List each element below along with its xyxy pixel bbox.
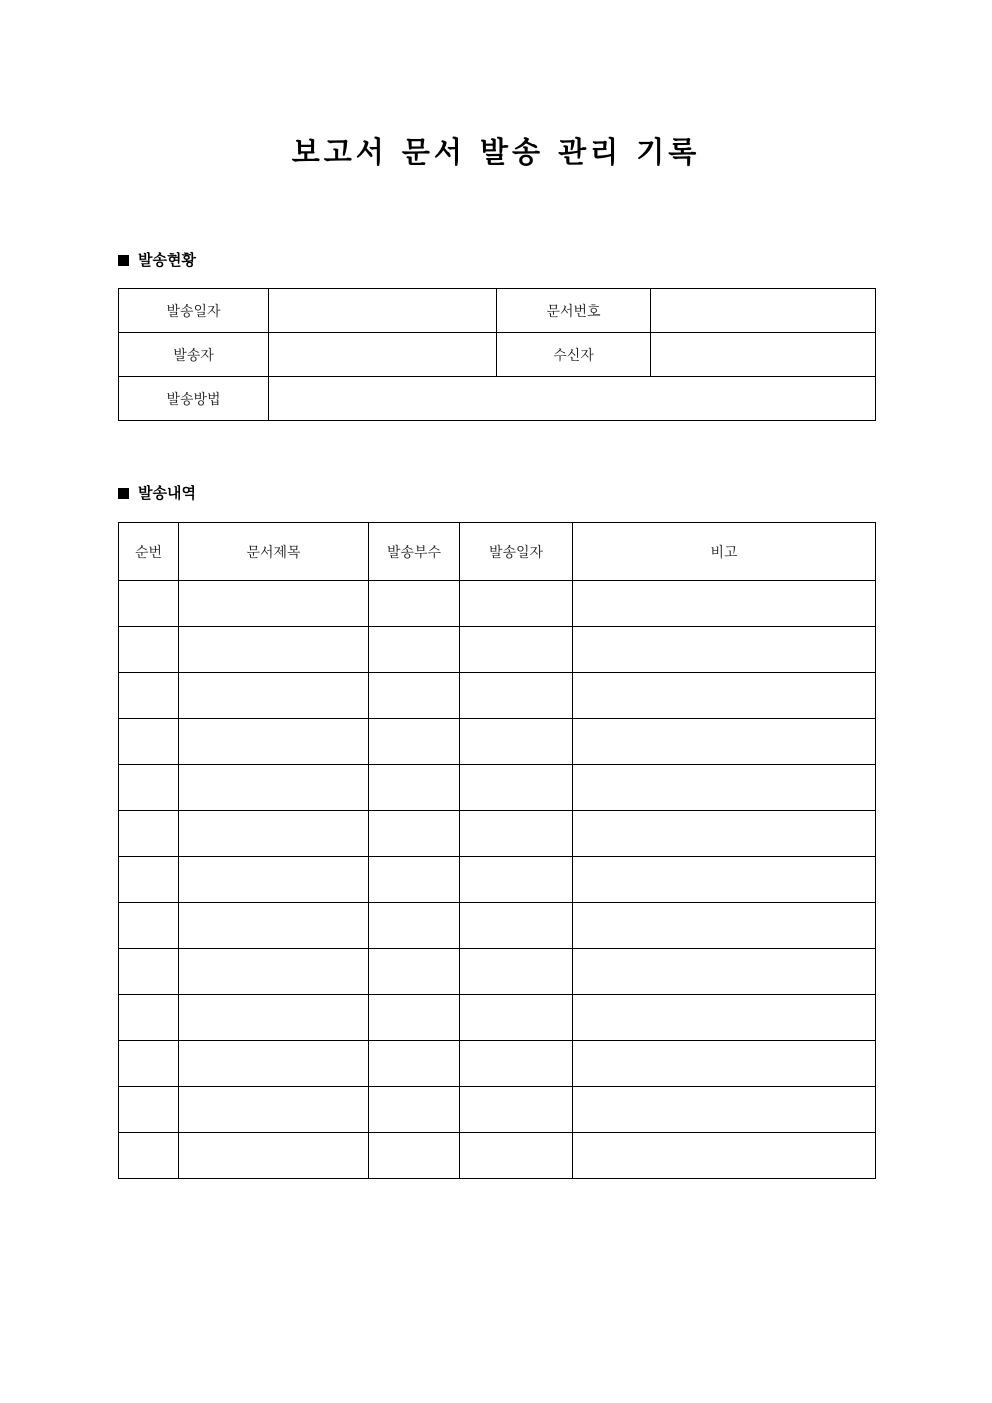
table-row: [119, 811, 876, 857]
column-header-copies: 발송부수: [369, 523, 460, 581]
cell-dispatch-date[interactable]: [460, 995, 573, 1041]
section-heading-detail: [118, 482, 196, 504]
cell-copies[interactable]: [369, 857, 460, 903]
cell-seq[interactable]: [119, 903, 179, 949]
cell-document-title[interactable]: [179, 1087, 369, 1133]
cell-document-title[interactable]: [179, 1133, 369, 1179]
cell-remarks[interactable]: [573, 857, 876, 903]
cell-seq[interactable]: [119, 765, 179, 811]
cell-dispatch-date[interactable]: [460, 1133, 573, 1179]
cell-copies[interactable]: [369, 903, 460, 949]
cell-copies[interactable]: [369, 811, 460, 857]
table-row: [119, 949, 876, 995]
table-row: [119, 903, 876, 949]
field-label-recipient: 수신자: [497, 333, 651, 377]
field-value-dispatch-method[interactable]: [269, 377, 876, 421]
cell-copies[interactable]: [369, 627, 460, 673]
column-header-remarks: 비고: [573, 523, 876, 581]
cell-copies[interactable]: [369, 1087, 460, 1133]
cell-document-title[interactable]: [179, 627, 369, 673]
table-row: [119, 1041, 876, 1087]
cell-document-title[interactable]: [179, 949, 369, 995]
cell-dispatch-date[interactable]: [460, 765, 573, 811]
cell-remarks[interactable]: [573, 627, 876, 673]
cell-copies[interactable]: [369, 765, 460, 811]
cell-document-title[interactable]: [179, 719, 369, 765]
cell-remarks[interactable]: [573, 581, 876, 627]
cell-dispatch-date[interactable]: [460, 949, 573, 995]
cell-remarks[interactable]: [573, 1041, 876, 1087]
cell-copies[interactable]: [369, 995, 460, 1041]
field-label-sender: 발송자: [119, 333, 269, 377]
cell-document-title[interactable]: [179, 811, 369, 857]
table-row: [119, 377, 876, 421]
section-heading-status-label: 발송현황: [138, 251, 196, 269]
cell-seq[interactable]: [119, 1087, 179, 1133]
table-row: [119, 857, 876, 903]
field-label-document-number: 문서번호: [497, 289, 651, 333]
cell-seq[interactable]: [119, 581, 179, 627]
cell-copies[interactable]: [369, 719, 460, 765]
cell-document-title[interactable]: [179, 903, 369, 949]
cell-copies[interactable]: [369, 949, 460, 995]
cell-dispatch-date[interactable]: [460, 903, 573, 949]
field-value-recipient[interactable]: [651, 333, 876, 377]
cell-copies[interactable]: [369, 581, 460, 627]
field-label-dispatch-method: 발송방법: [119, 377, 269, 421]
table-header-row: [119, 523, 876, 581]
table-row: [119, 289, 876, 333]
cell-copies[interactable]: [369, 673, 460, 719]
cell-document-title[interactable]: [179, 1041, 369, 1087]
section-heading-status: [118, 249, 196, 271]
cell-remarks[interactable]: [573, 673, 876, 719]
table-row: [119, 581, 876, 627]
cell-document-title[interactable]: [179, 581, 369, 627]
cell-seq[interactable]: [119, 995, 179, 1041]
cell-copies[interactable]: [369, 1133, 460, 1179]
cell-remarks[interactable]: [573, 995, 876, 1041]
column-header-dispatch-date: 발송일자: [460, 523, 573, 581]
table-row: [119, 995, 876, 1041]
cell-remarks[interactable]: [573, 719, 876, 765]
table-row: [119, 765, 876, 811]
cell-seq[interactable]: [119, 1041, 179, 1087]
cell-dispatch-date[interactable]: [460, 1041, 573, 1087]
cell-dispatch-date[interactable]: [460, 1087, 573, 1133]
cell-document-title[interactable]: [179, 765, 369, 811]
dispatch-detail-body: [119, 581, 876, 1179]
field-value-sender[interactable]: [269, 333, 497, 377]
cell-dispatch-date[interactable]: [460, 719, 573, 765]
page-title: 보고서 문서 발송 관리 기록: [291, 135, 701, 169]
cell-dispatch-date[interactable]: [460, 857, 573, 903]
filled-square-bullet-icon: [118, 255, 129, 266]
cell-seq[interactable]: [119, 719, 179, 765]
section-heading-detail-label: 발송내역: [138, 484, 196, 502]
cell-remarks[interactable]: [573, 903, 876, 949]
column-header-document-title: 문서제목: [179, 523, 369, 581]
table-row: [119, 333, 876, 377]
cell-remarks[interactable]: [573, 765, 876, 811]
cell-seq[interactable]: [119, 949, 179, 995]
dispatch-detail-table: [118, 522, 876, 1179]
field-label-dispatch-date: 발송일자: [119, 289, 269, 333]
cell-document-title[interactable]: [179, 995, 369, 1041]
cell-seq[interactable]: [119, 673, 179, 719]
table-row: [119, 673, 876, 719]
field-value-document-number[interactable]: [651, 289, 876, 333]
table-row: [119, 1087, 876, 1133]
cell-remarks[interactable]: [573, 1133, 876, 1179]
cell-dispatch-date[interactable]: [460, 581, 573, 627]
cell-copies[interactable]: [369, 1041, 460, 1087]
table-row: [119, 627, 876, 673]
filled-square-bullet-icon: [118, 488, 129, 499]
cell-dispatch-date[interactable]: [460, 811, 573, 857]
cell-document-title[interactable]: [179, 857, 369, 903]
table-row: [119, 1133, 876, 1179]
field-value-dispatch-date[interactable]: [269, 289, 497, 333]
cell-dispatch-date[interactable]: [460, 673, 573, 719]
cell-seq[interactable]: [119, 1133, 179, 1179]
cell-remarks[interactable]: [573, 811, 876, 857]
cell-dispatch-date[interactable]: [460, 627, 573, 673]
cell-remarks[interactable]: [573, 949, 876, 995]
column-header-seq: 순번: [119, 523, 179, 581]
cell-seq[interactable]: [119, 857, 179, 903]
cell-remarks[interactable]: [573, 1087, 876, 1133]
dispatch-status-table: [118, 288, 876, 421]
cell-seq[interactable]: [119, 627, 179, 673]
cell-document-title[interactable]: [179, 673, 369, 719]
table-row: [119, 719, 876, 765]
cell-seq[interactable]: [119, 811, 179, 857]
